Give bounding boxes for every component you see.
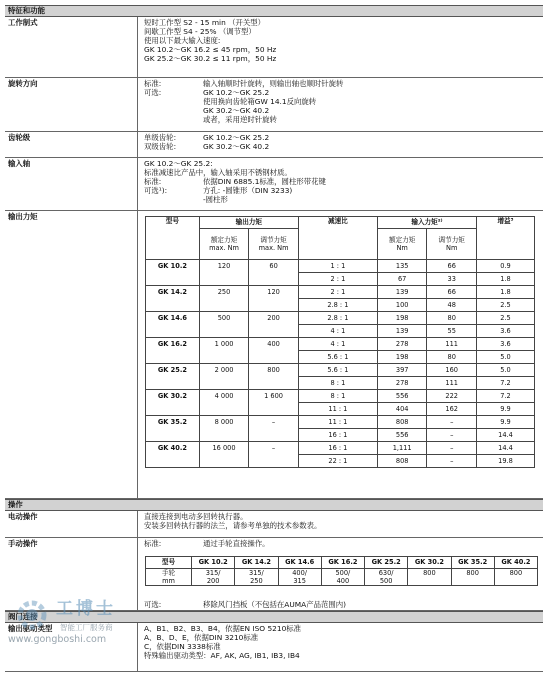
ratio: 1 : 1: [298, 260, 377, 273]
row-label: 输出力矩: [8, 212, 38, 221]
column-divider: [137, 17, 138, 499]
gain: 19.8: [477, 455, 535, 468]
model-type: GK 14.6: [146, 312, 200, 338]
col-gain: 增益³: [477, 217, 535, 260]
text-line: A、B1、B2、B3、B4，依据EN ISO 5210标准: [144, 624, 302, 633]
col-ratio: 减速比: [298, 217, 377, 260]
modulating-torque: 1 600: [249, 390, 299, 416]
input-rated: 139: [377, 325, 427, 338]
rated-torque: 1 000: [199, 338, 249, 364]
row-stages: [5, 132, 543, 158]
table-row: [146, 312, 535, 325]
kv-line: 标准: 依据DIN 6885.1标准，圆柱形带花键: [144, 177, 326, 187]
column-divider: [137, 511, 138, 611]
text-line: 使用以下最大输入速度:: [144, 36, 221, 46]
row-output-torque: [5, 211, 543, 499]
text-line: 直接连接到电动多回转执行器。: [144, 512, 248, 521]
input-rated: 808: [377, 416, 427, 429]
model-type: GK 14.2: [146, 286, 200, 312]
input-rated: 135: [377, 260, 427, 273]
input-modulating: –: [427, 455, 477, 468]
gain: 5.0: [477, 351, 535, 364]
text-line: 安装多回转执行器的法兰，请参考单独的技术参数表。: [144, 521, 322, 531]
gain: 9.9: [477, 403, 535, 416]
col-in-modulating: 调节力矩 Nm: [427, 229, 477, 260]
gain: 5.0: [477, 364, 535, 377]
rated-torque: 4 000: [199, 390, 249, 416]
input-modulating: 111: [427, 338, 477, 351]
col-type: 型号: [146, 217, 200, 260]
input-modulating: 66: [427, 286, 477, 299]
input-modulating: –: [427, 429, 477, 442]
input-rated: 198: [377, 351, 427, 364]
input-rated: 278: [377, 377, 427, 390]
input-modulating: 162: [427, 403, 477, 416]
row-label: 电动操作: [8, 512, 38, 521]
col-output: 输出力矩: [199, 217, 298, 229]
rated-torque: 500: [199, 312, 249, 338]
modulating-torque: 800: [249, 364, 299, 390]
ratio: 5.6 : 1: [298, 364, 377, 377]
col-input: 输入力矩²⁾: [377, 217, 476, 229]
input-rated: 198: [377, 312, 427, 325]
kv-line: 双级齿轮: GK 30.2～GK 40.2: [144, 142, 270, 152]
input-modulating: 111: [427, 377, 477, 390]
col-in-rated: 额定力矩 Nm: [377, 229, 427, 260]
handwheel-size: 800: [494, 569, 537, 586]
input-rated: 404: [377, 403, 427, 416]
table-row: [146, 442, 535, 455]
model-type: GK 16.2: [146, 338, 200, 364]
gain: 7.2: [477, 377, 535, 390]
input-modulating: –: [427, 416, 477, 429]
kv-line: 单级齿轮: GK 10.2～GK 25.2: [144, 133, 270, 142]
table-row: [146, 390, 535, 403]
ratio: 8 : 1: [298, 377, 377, 390]
section-header-operation: [5, 499, 543, 511]
handwheel-table: [145, 556, 538, 586]
col-type: 型号: [146, 557, 192, 569]
input-rated: 100: [377, 299, 427, 312]
gain: 2.5: [477, 312, 535, 325]
row-label: 工作制式: [8, 18, 38, 27]
watermark: [6, 597, 141, 667]
kv-line: -圆柱形: [203, 195, 228, 205]
text-line: A、B、D、E，依据DIN 3210标准: [144, 633, 259, 643]
handwheel-type: GK 10.2: [192, 557, 235, 569]
handwheel-size: 800: [451, 569, 494, 586]
rated-torque: 250: [199, 286, 249, 312]
kv-line: 或者，采用逆时针旋转: [203, 115, 277, 125]
output-type-lines: [144, 624, 541, 660]
modulating-torque: 120: [249, 286, 299, 312]
ratio: 16 : 1: [298, 429, 377, 442]
handwheel-type: GK 30.2: [408, 557, 451, 569]
gain: 0.9: [477, 260, 535, 273]
modulating-torque: 200: [249, 312, 299, 338]
text-line: GK 10.2～GK 25.2:: [144, 159, 213, 168]
input-modulating: 222: [427, 390, 477, 403]
text-line: 特殊输出驱动类型：AF, AK, AG, IB1, IB3, IB4: [144, 651, 300, 661]
handwheel-size: 800: [408, 569, 451, 586]
row-label: 输入轴: [8, 159, 31, 168]
input-modulating: 80: [427, 351, 477, 364]
section-title: 操作: [8, 500, 23, 509]
ratio: 16 : 1: [298, 442, 377, 455]
handwheel-type: GK 40.2: [494, 557, 537, 569]
input-modulating: 33: [427, 273, 477, 286]
handwheel-label: 手轮 mm: [146, 569, 192, 586]
section-title: 特征和功能: [8, 6, 45, 15]
ratio: 22 : 1: [298, 455, 377, 468]
input-modulating: –: [427, 442, 477, 455]
gain: 14.4: [477, 442, 535, 455]
gain: 3.6: [477, 325, 535, 338]
table-row: [146, 416, 535, 429]
gain: 14.4: [477, 429, 535, 442]
text-line: 标准减速比产品中，输入轴采用不锈钢材质。: [144, 168, 292, 178]
ratio: 4 : 1: [298, 338, 377, 351]
watermark-url: www.gongboshi.com: [8, 634, 107, 645]
table-row: [146, 338, 535, 351]
handwheel-size: 400/ 315: [278, 569, 321, 586]
input-modulating: 66: [427, 260, 477, 273]
input-rated: 808: [377, 455, 427, 468]
row-rotation: [5, 78, 543, 132]
gain: 9.9: [477, 416, 535, 429]
text-line: C，依据DIN 3338标准: [144, 642, 221, 652]
gain: 3.6: [477, 338, 535, 351]
kv-line: 标准: 输入轴顺时针旋转，则输出轴也顺时针旋转: [144, 79, 344, 88]
kv-line: 使用换向齿轮箱GW 14.1反向旋转: [203, 97, 317, 107]
rotation-lines: [144, 79, 541, 124]
row-label: 手动操作: [8, 539, 38, 548]
text-line: GK 10.2～GK 16.2 ≤ 45 rpm，50 Hz: [144, 45, 277, 55]
rated-torque: 120: [199, 260, 249, 286]
row-label: 旋转方向: [8, 79, 38, 88]
section-header-features: [5, 5, 543, 17]
input-modulating: 80: [427, 312, 477, 325]
ratio: 8 : 1: [298, 390, 377, 403]
ratio: 2 : 1: [298, 273, 377, 286]
modulating-torque: 400: [249, 338, 299, 364]
text-line: GK 25.2～GK 30.2 ≤ 11 rpm，50 Hz: [144, 54, 277, 64]
row-label: 齿轮级: [8, 133, 31, 142]
electric-lines: [144, 512, 541, 530]
ratio: 2.8 : 1: [298, 312, 377, 325]
model-type: GK 30.2: [146, 390, 200, 416]
torque-table: [145, 216, 535, 468]
watermark-brand: 工博士: [56, 599, 116, 619]
handwheel-size: 500/ 400: [321, 569, 364, 586]
input-rated: 397: [377, 364, 427, 377]
handwheel-type: GK 14.6: [278, 557, 321, 569]
ratio: 2.8 : 1: [298, 299, 377, 312]
model-type: GK 35.2: [146, 416, 200, 442]
modulating-torque: –: [249, 442, 299, 468]
rated-torque: 16 000: [199, 442, 249, 468]
rated-torque: 2 000: [199, 364, 249, 390]
input-modulating: 48: [427, 299, 477, 312]
ratio: 4 : 1: [298, 325, 377, 338]
input-modulating: 160: [427, 364, 477, 377]
model-type: GK 40.2: [146, 442, 200, 468]
stages-lines: [144, 133, 541, 151]
handwheel-type: GK 14.2: [235, 557, 278, 569]
handwheel-type: GK 25.2: [365, 557, 408, 569]
ratio: 5.6 : 1: [298, 351, 377, 364]
ratio: 11 : 1: [298, 403, 377, 416]
model-type: GK 10.2: [146, 260, 200, 286]
text-line: 短时工作型 S2 - 15 min （开关型）: [144, 18, 266, 27]
manual-std: 标准: 通过手轮直接操作。: [144, 539, 270, 548]
col-rated: 额定力矩 max. Nm: [199, 229, 249, 260]
row-electric: [5, 511, 543, 538]
col-modulating: 调节力矩 max. Nm: [249, 229, 299, 260]
gain: 2.5: [477, 299, 535, 312]
gain: 1.8: [477, 273, 535, 286]
input-rated: 67: [377, 273, 427, 286]
kv-line: 可选¹): 方孔: -圆锥形（DIN 3233): [144, 186, 293, 196]
row-duty: [5, 17, 543, 78]
ratio: 2 : 1: [298, 286, 377, 299]
modulating-torque: 60: [249, 260, 299, 286]
handwheel-size: 315/ 250: [235, 569, 278, 586]
table-row: [146, 364, 535, 377]
duty-lines: [144, 18, 541, 63]
manual-option: 可选: 移除风门挡板（不包括在AUMA产品范围内): [144, 600, 347, 609]
section-title: 阀门连接: [8, 612, 38, 621]
rated-torque: 8 000: [199, 416, 249, 442]
watermark-slogan: 智能工厂服务商: [60, 623, 113, 632]
handwheel-type: GK 16.2: [321, 557, 364, 569]
input-rated: 1,111: [377, 442, 427, 455]
kv-line: GK 30.2～GK 40.2: [203, 106, 270, 116]
gear-logo-icon: [14, 597, 50, 633]
text-line: 间歇工作型 S4 - 25% （调节型）: [144, 27, 256, 37]
ratio: 11 : 1: [298, 416, 377, 429]
row-input-shaft: [5, 158, 543, 211]
input-rated: 556: [377, 390, 427, 403]
input-modulating: 55: [427, 325, 477, 338]
modulating-torque: –: [249, 416, 299, 442]
model-type: GK 25.2: [146, 364, 200, 390]
input-rated: 278: [377, 338, 427, 351]
handwheel-size: 315/ 200: [192, 569, 235, 586]
gain: 7.2: [477, 390, 535, 403]
input-rated: 556: [377, 429, 427, 442]
handwheel-type: GK 35.2: [451, 557, 494, 569]
input-rated: 139: [377, 286, 427, 299]
handwheel-size: 630/ 500: [365, 569, 408, 586]
kv-line: 可选: GK 10.2～GK 25.2: [144, 88, 270, 98]
row-label: 输出驱动类型: [8, 624, 53, 633]
input-shaft-lines: [144, 159, 541, 204]
table-row: [146, 260, 535, 273]
table-row: [146, 286, 535, 299]
gain: 1.8: [477, 286, 535, 299]
